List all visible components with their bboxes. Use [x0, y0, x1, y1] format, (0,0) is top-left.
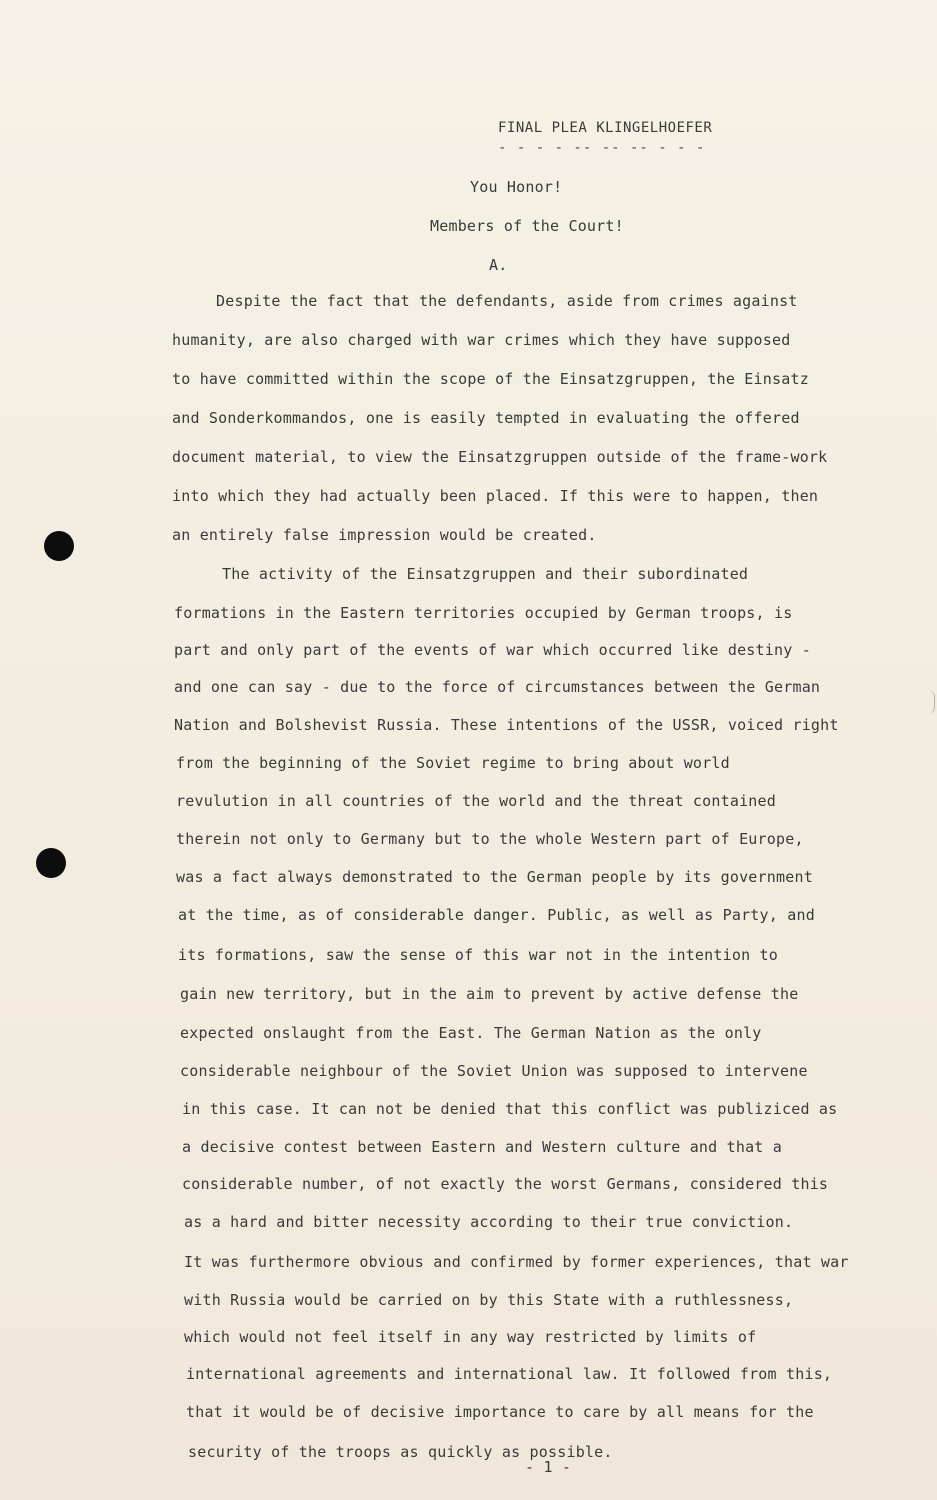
text-line: Nation and Bolshevist Russia. These intentions of the USSR, voiced right: [174, 716, 839, 734]
text-line: document material, to view the Einsatzgruppen outside of the frame-work: [172, 448, 828, 466]
text-line: considerable number, of not exactly the worst Germans, considered this: [182, 1175, 829, 1193]
section-label: A.: [489, 256, 508, 274]
text-line: a decisive contest between Eastern and Western culture and that a: [182, 1138, 782, 1156]
text-line: revulution in all countries of the world and the threat contained: [176, 792, 776, 810]
text-line: from the beginning of the Soviet regime to bring about world: [176, 754, 730, 772]
text-line: therein not only to Germany but to the whole Western part of Europe,: [176, 830, 804, 848]
text-line: was a fact always demonstrated to the German people by its government: [176, 868, 813, 886]
text-line: with Russia would be carried on by this State with a ruthlessness,: [184, 1291, 794, 1309]
text-line: to have committed within the scope of the Einsatzgruppen, the Einsatz: [172, 370, 809, 388]
text-line: international agreements and international law. It followed from this,: [186, 1365, 833, 1383]
text-line: that it would be of decisive importance to care by all means for the: [186, 1403, 814, 1421]
text-line: into which they had actually been placed. If this were to happen, then: [172, 487, 819, 505]
text-line: It was furthermore obvious and confirmed by former experiences, that war: [184, 1253, 849, 1271]
text-line: security of the troops as quickly as possible.: [188, 1443, 613, 1461]
text-line: considerable neighbour of the Soviet Union was supposed to intervene: [180, 1062, 808, 1080]
title-underline: - - - - -- -- -- - - -: [498, 140, 706, 156]
document-title: FINAL PLEA KLINGELHOEFER: [498, 120, 713, 136]
text-line: in this case. It can not be denied that this conflict was publiziced as: [182, 1100, 838, 1118]
salutation-honor: You Honor!: [470, 178, 563, 196]
text-line: humanity, are also charged with war crimes which they have supposed: [172, 331, 791, 349]
text-line: as a hard and bitter necessity according to their true conviction.: [184, 1213, 794, 1231]
salutation-court: Members of the Court!: [430, 217, 624, 235]
text-line: The activity of the Einsatzgruppen and their subordinated: [222, 565, 749, 583]
text-line: and one can say - due to the force of circumstances between the German: [174, 678, 821, 696]
text-line: which would not feel itself in any way restricted by limits of: [184, 1328, 757, 1346]
text-line: its formations, saw the sense of this war not in the intention to: [178, 946, 778, 964]
text-line: Despite the fact that the defendants, aside from crimes against: [216, 292, 798, 310]
text-line: part and only part of the events of war which occurred like destiny -: [174, 641, 811, 659]
text-line: at the time, as of considerable danger. Public, as well as Party, and: [178, 906, 815, 924]
text-line: gain new territory, but in the aim to prevent by active defense the: [180, 985, 799, 1003]
text-line: formations in the Eastern territories occupied by German troops, is: [174, 604, 793, 622]
text-line: expected onslaught from the East. The German Nation as the only: [180, 1024, 762, 1042]
page-number: - 1 -: [525, 1458, 572, 1476]
text-line: and Sonderkommandos, one is easily tempted in evaluating the offered: [172, 409, 800, 427]
text-line: an entirely false impression would be created.: [172, 526, 597, 544]
